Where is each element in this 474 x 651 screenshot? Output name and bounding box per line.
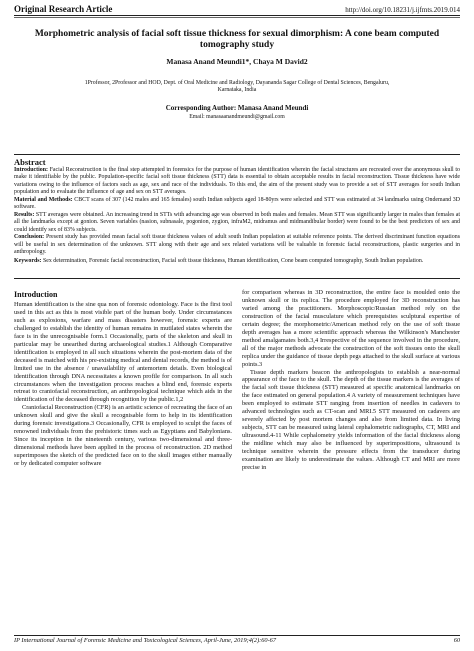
abstract-introduction: [14, 167, 460, 197]
body-paragraph: Human identification is the sine qua non of forensic odontology. Face is the first tool used in this act as this is most visible part of the human body. Under circumstances such as explosions, warfare and mass disasters however, forensic experts are challenged to establish the identity of human remains in mutilated states wherein the face is in the unrecognisable form.1 Occasionally, parts of the skeleton and skull in particular may be unearthed during archaeological studies.1 Although Comparative identification is employed in all such situations wherein the post-mortem data of the deceased is matched with his pre-existing medical and dental records, the method is of limited use in the absence / unavailability of antemortem details. Even biological identification through DNA necessitates a known profile for comparison. In all such circumstances when the investigation process reaches a blind end, forensic experts retreat to craniofacial reconstruction, an anthropological technique which aids in the identification of the deceased through recognition by the public.1,2: [14, 301, 232, 404]
abstract-text: Present study has provided mean facial soft tissue thickness values of adult south Indian population at suitable reference points. The derived discriminant function equations will be useful in sex determination of the unknown. STT along with their age and sex related variations will be valuable in forensic facial reconstructions, plastic surgeries and in anthropology.: [14, 234, 460, 255]
affiliation-line: 1Professor, 2Professor and HOD, Dept. of Oral Medicine and Radiology, Dayananda Sagar College of Dental Sciences, Bengaluru,: [84, 80, 390, 86]
page-number: 60: [453, 637, 460, 644]
running-footer: [14, 637, 460, 644]
body-column-right: [242, 289, 460, 624]
abstract-text: STT averages were obtained. An increasing trend in STTs with advancing age was observed in both males and females. Mean STT was significantly larger in males than females at all the landmarks except at gonion. Seven variables (nasion, subnasale, pogonion, zygion, infraM2, midramus and midmandibular border) were found to be the best predictors of sex and could identify sex of 83% subjects.: [14, 211, 461, 233]
author-list: Manasa Anand Meundi1*, Chaya M David2: [166, 57, 308, 66]
abstract-text: CBCT scans of 307 (142 males and 165 females) south Indian subjects aged 18-80yrs were selected and STT was estimated at 34 landmarks using Ondemand 3D software.: [14, 196, 460, 211]
body-paragraph: for comparison whereas in 3D reconstruction, the entire face is moulded onto the unknown skull or its replica. The procedure employed for 3D reconstruction has varied among the practitioners. Morphoscopic/Russian method rely on the construction of the facial musculature which prerequisites sculptural expertise of certain degree; the morphometric/American method rely on the use of soft tissue depth averages has a more scientific approach whereas the Wilkinson's Manchester method amalgamates both.3,4 Irrespective of the sequence involved in the procedure, all of the major methods advocate the construction of the soft tissues onto the skull replica under the guidance of tissue depth pegs attached to the skull surface at various points.3: [242, 289, 460, 368]
paper-title: Morphometric analysis of facial soft tissue thickness for sexual dimorphism: A cone beam computed tomography study: [34, 29, 440, 50]
abstract-heading: Abstract: [14, 157, 46, 167]
abstract-label: Conclusion:: [14, 234, 45, 241]
header-rule: [14, 15, 460, 16]
body-column-left: [14, 290, 232, 625]
abstract-conclusion: [14, 234, 460, 256]
keywords-text: Sex determination, Forensic facial reconstruction, Facial soft tissue thickness, Human identification, Cone beam computed tomography, South Indian population.: [42, 258, 424, 264]
abstract-label: Results:: [14, 211, 35, 218]
affiliation-line: Karnataka, India: [217, 87, 257, 93]
abstract-end-rule: [14, 278, 460, 279]
keywords-block: [14, 258, 460, 265]
abstract-label: Introduction:: [14, 167, 48, 173]
header-rule-thin: [14, 17, 460, 18]
footer-rule: [14, 635, 460, 636]
doi-link[interactable]: http://doi.org/10.18231/j.ijfmts.2019.014: [345, 6, 460, 14]
article-type: Original Research Article: [14, 4, 113, 14]
abstract-methods: [14, 197, 460, 212]
abstract-text: Facial Reconstruction is the final step attempted in forensics for the purpose of human identification wherein the facial structures are recreated over the anonymous skull to make it identifiable by the public. Population-specific facial soft tissue thickness (STT) data is essential to obtain acceptable results in facial reconstruction. Tissue thickness have wide variations owing to the influence of factors such as age, sex and race of the individuals. To this end, the aim of the present study was to provide a set of STT averages for south Indian population and to evaluate the influence of age and sex on STT averages.: [14, 167, 460, 196]
abstract-rule: [14, 154, 460, 155]
abstract-block: [14, 157, 460, 256]
abstract-results: [14, 212, 460, 234]
corresponding-author: Corresponding Author: Manasa Anand Meundi: [165, 104, 309, 112]
body-paragraph: Craniofacial Reconstruction (CFR) is an artistic science of recreating the face of an unknown skull and give the skull a recognisable form to help in its identification during forensic investigations.3 Occasionally, CFR is employed to sculpt the faces of renowned individuals from the prehistoric times such as Egyptians and Babylonians. Since its inception in the nineteenth century, various two-dimensional and three-dimensional methods have been applied in the process of reconstruction. 2D method superimposes the sketch of the predicted face on to the skull images either manually or by dedicated computer software: [14, 404, 232, 468]
section-heading-introduction: Introduction: [14, 290, 58, 299]
author-email[interactable]: Email: manasaanandmeundi@gmail.com: [189, 114, 285, 120]
abstract-label: Material and Methods:: [14, 196, 73, 203]
body-paragraph: Tissue depth markers beacon the anthropologists to establish a near-normal appearance of the face to the skull. The depth of the tissue markers is the averages of the facial soft tissue thickness (STT) measured at specific anatomical landmarks on the face estimated on general population.4 A variety of measurement techniques have been employed to estimate STT ranging from insertion of needles in cadavers to advanced technologies such as CT-scan and MRI.5 STT measured on cadavers are severely affected by post mortem changes and also from limited data. In living subjects, STT can be measured using lateral cephalometric radiographs, CT, MRI and ultrasound.4-11 While cephalometry yields information of the facial thickness along the midline which may also be influenced by superimpositions, ultrasound is technique sensitive wherein the pressure effects from the transducer during examination are likely to underestimate the values. Although CT and MRI are more precise in: [242, 368, 460, 471]
keywords-label: Keywords:: [14, 258, 42, 264]
affiliation: [30, 80, 444, 94]
journal-citation: IP International Journal of Forensic Medicine and Toxicological Sciences, April-June, 2019;4(2):60-67: [14, 637, 276, 644]
